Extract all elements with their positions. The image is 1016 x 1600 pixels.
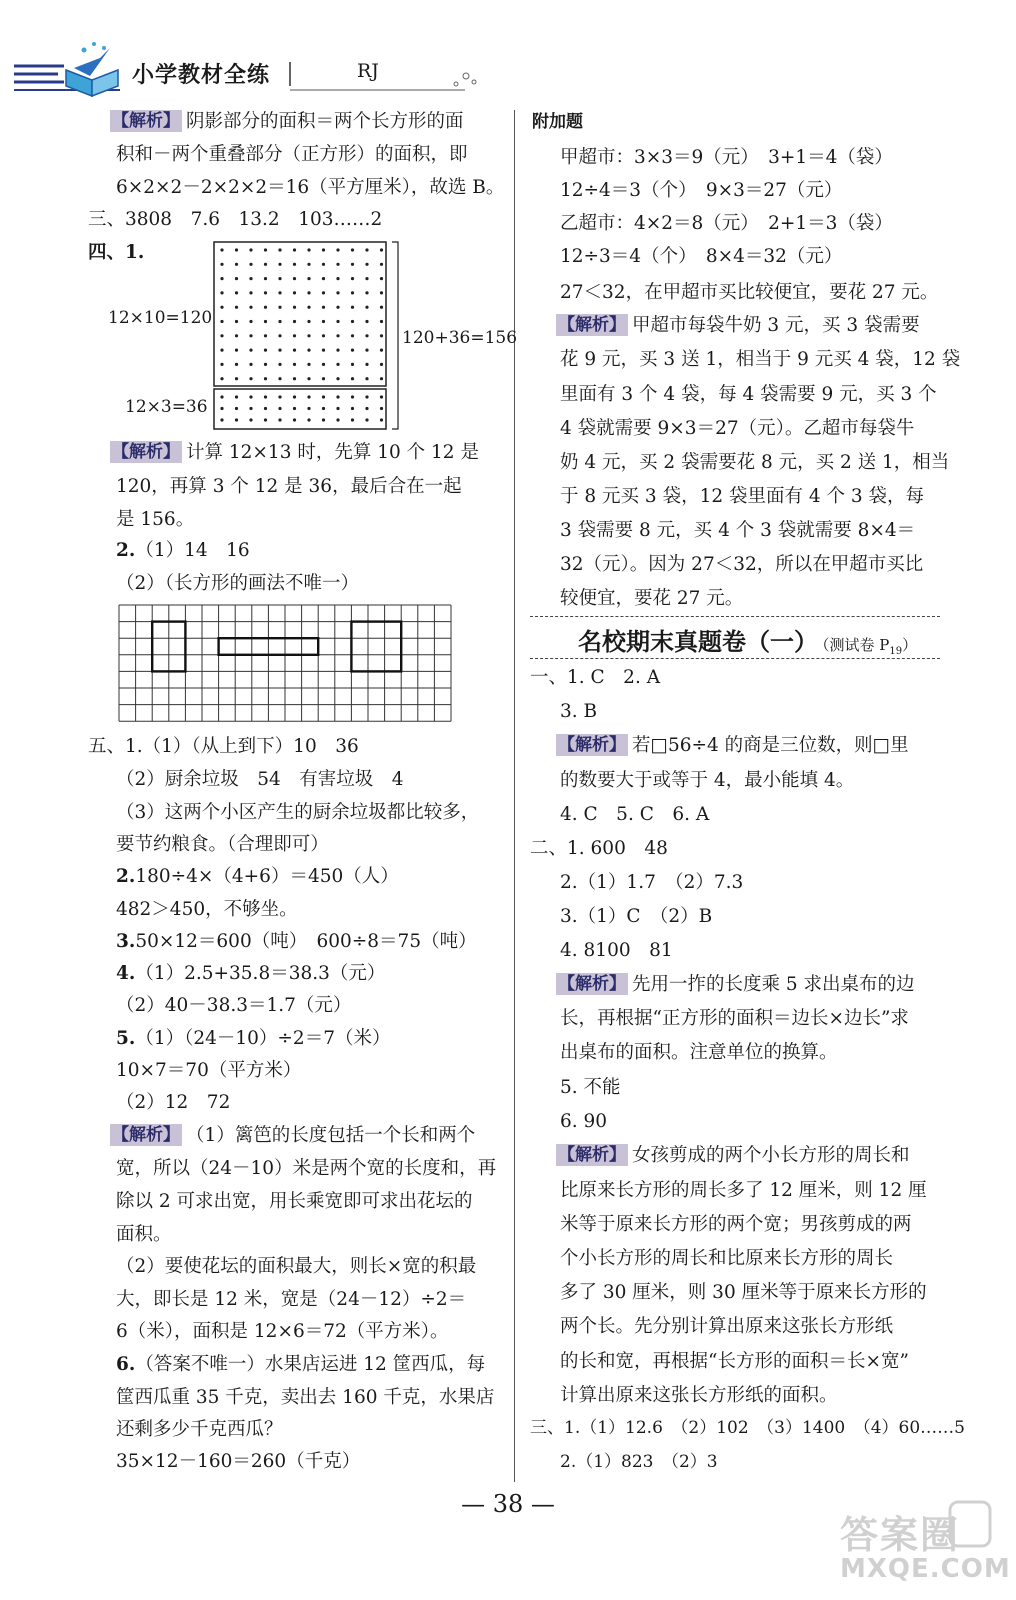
- answer-line: 五、1.（1）（从上到下）10 36: [88, 736, 359, 757]
- dot: [235, 349, 238, 352]
- figure-label-total: 120+36=156: [402, 328, 518, 348]
- dot: [293, 263, 296, 266]
- dot: [278, 418, 281, 421]
- dot: [235, 248, 238, 251]
- dot: [380, 277, 383, 280]
- dot: [264, 291, 267, 294]
- answer-line: 三、1.（1）12.6 （2）102 （3）1400 （4）60……5: [530, 1418, 965, 1438]
- dot-rect-large: [214, 242, 386, 386]
- watermark-logo: [800, 1500, 1011, 1595]
- dot: [293, 334, 296, 337]
- dot: [278, 349, 281, 352]
- text-line: 出桌布的面积。注意单位的换算。: [560, 1042, 838, 1063]
- text: 先用一拃的长度乘 5 求出桌布的边: [632, 974, 915, 995]
- src-end: ）: [902, 636, 918, 654]
- dot: [351, 334, 354, 337]
- text: 50×12＝600（吨） 600÷8＝75（吨）: [135, 931, 477, 952]
- text: 甲超市每袋牛奶 3 元，买 3 袋需要: [632, 315, 920, 336]
- dot: [264, 248, 267, 251]
- dot: [322, 263, 325, 266]
- dot: [278, 407, 281, 410]
- section-divider-top: [530, 616, 940, 617]
- page-header: [0, 0, 1016, 110]
- dot: [322, 277, 325, 280]
- text-line: 是 156。: [116, 509, 195, 530]
- dot: [365, 377, 368, 380]
- dot: [264, 263, 267, 266]
- dot: [380, 334, 383, 337]
- dot: [365, 291, 368, 294]
- dot: [351, 263, 354, 266]
- dot: [264, 407, 267, 410]
- answer-line: 一、1. C 2. A: [530, 667, 661, 688]
- dot: [220, 277, 223, 280]
- dot: [322, 407, 325, 410]
- figure-label-top: 12×10=120: [108, 308, 213, 328]
- text: （1）篱笆的长度包括一个长和两个: [186, 1125, 476, 1146]
- dot: [336, 334, 339, 337]
- dot: [351, 395, 354, 398]
- dot: [249, 349, 252, 352]
- answer-line: [116, 927, 477, 957]
- dot: [293, 363, 296, 366]
- dot: [380, 263, 383, 266]
- answer-line: [116, 1024, 390, 1054]
- text-line: 的数要大于或等于 4，最小能填 4。: [560, 770, 855, 791]
- dot: [278, 363, 281, 366]
- dot: [365, 334, 368, 337]
- answer-line: [116, 536, 250, 566]
- text-line: 3 袋需要 8 元，买 4 个 3 袋就需要 8×4＝: [560, 520, 916, 541]
- dot: [293, 306, 296, 309]
- dot: [380, 248, 383, 251]
- dot: [249, 418, 252, 421]
- dot: [380, 291, 383, 294]
- dot: [336, 418, 339, 421]
- dot: [220, 349, 223, 352]
- text-line: 计算出原来这张长方形纸的面积。: [560, 1385, 838, 1406]
- analysis-line: [110, 107, 464, 137]
- text-line: 长，再根据“正方形的面积＝边长×边长”求: [560, 1008, 909, 1029]
- dot: [235, 334, 238, 337]
- dot: [235, 320, 238, 323]
- dot: [235, 291, 238, 294]
- section-source: [822, 636, 918, 657]
- dot: [336, 248, 339, 251]
- header-decoration: [0, 0, 1016, 110]
- text-line: 于 8 元买 3 袋，12 袋里面有 4 个 3 袋，每: [560, 486, 925, 507]
- dot: [307, 407, 310, 410]
- text-line: （2）厨余垃圾 54 有害垃圾 4: [116, 769, 404, 790]
- dot: [264, 277, 267, 280]
- drawn-rectangle: [351, 622, 401, 672]
- dot: [278, 306, 281, 309]
- text-line: （3）这两个小区产生的厨余垃圾都比较多，: [116, 802, 480, 823]
- src: （测试卷 P: [822, 636, 890, 654]
- dot: [249, 277, 252, 280]
- dot: [307, 263, 310, 266]
- dot: [235, 418, 238, 421]
- text-line: （2）要使花坛的面积最大，则长×宽的积最: [116, 1256, 477, 1277]
- dot: [264, 349, 267, 352]
- text-line: 多了 30 厘米，则 30 厘米等于原来长方形的: [560, 1282, 927, 1303]
- text-line: 较便宜，要花 27 元。: [560, 588, 744, 609]
- bonus-heading: 附加题: [532, 112, 583, 132]
- dot: [365, 349, 368, 352]
- dot: [365, 263, 368, 266]
- answer-line: [116, 1350, 485, 1380]
- answer-line: 3. B: [560, 701, 598, 722]
- text: 女孩剪成的两个小长方形的周长和: [632, 1145, 910, 1166]
- text-line: 面积。: [116, 1224, 172, 1245]
- answer-line: 5. 不能: [560, 1077, 621, 1098]
- dot: [307, 248, 310, 251]
- dot: [380, 418, 383, 421]
- answer-line: [116, 862, 399, 892]
- dot: [249, 334, 252, 337]
- text-line: 甲超市：3×3＝9（元） 3+1＝4（袋）: [560, 147, 893, 168]
- text-line: 积和－两个重叠部分（正方形）的面积，即: [116, 144, 468, 165]
- dot: [322, 418, 325, 421]
- dot: [365, 320, 368, 323]
- dot: [235, 363, 238, 366]
- text-line: 要节约粮食。（合理即可）: [116, 834, 329, 855]
- edition-label: RJ: [357, 60, 379, 82]
- dot: [336, 377, 339, 380]
- dot: [380, 363, 383, 366]
- analysis-tag: 【 解析 】: [556, 973, 628, 995]
- dot: [264, 334, 267, 337]
- answer-line: [116, 959, 385, 989]
- dot: [235, 407, 238, 410]
- dot: [278, 377, 281, 380]
- dot: [351, 349, 354, 352]
- text: （1）（24－10）÷2＝7（米）: [135, 1028, 391, 1049]
- dot: [307, 306, 310, 309]
- dot: [365, 418, 368, 421]
- text-line: 奶 4 元，买 2 袋需要花 8 元，买 2 送 1，相当: [560, 452, 950, 473]
- text-line: （2）12 72: [116, 1092, 231, 1113]
- text: （答案不唯一）水果店运进 12 筐西瓜，每: [135, 1354, 486, 1375]
- text-line: 乙超市：4×2＝8（元） 2+1＝3（袋）: [560, 213, 893, 234]
- dot: [365, 363, 368, 366]
- dot: [249, 306, 252, 309]
- dot: [336, 395, 339, 398]
- text-line: 35×12－160＝260（千克）: [116, 1451, 361, 1472]
- dot: [293, 418, 296, 421]
- dot: [278, 248, 281, 251]
- dot-rect-small: [214, 389, 386, 429]
- dot: [336, 277, 339, 280]
- dot: [307, 320, 310, 323]
- text: 若□56÷4 的商是三位数，则□里: [632, 735, 909, 756]
- analysis-tag: 【 解析 】: [110, 110, 182, 132]
- text-line: 12÷3＝4（个） 8×4＝32（元）: [560, 246, 843, 267]
- text: 180÷4×（4+6）＝450（人）: [135, 866, 399, 887]
- dot: [307, 418, 310, 421]
- text-line: （2）40－38.3＝1.7（元）: [116, 995, 352, 1016]
- book-logo-icon: [60, 40, 130, 98]
- section-title-text: 名校期末真题卷（一）: [578, 628, 818, 656]
- num: 2.: [116, 540, 136, 561]
- text-line: 两个长。先分别计算出原来这张长方形纸: [560, 1316, 894, 1337]
- dot: [380, 320, 383, 323]
- page-number-text: 38: [492, 1490, 524, 1518]
- dot: [307, 377, 310, 380]
- text-line: 12÷4＝3（个） 9×3＝27（元）: [560, 180, 843, 201]
- dot: [336, 291, 339, 294]
- dot: [264, 363, 267, 366]
- dot: [380, 395, 383, 398]
- dot: [322, 349, 325, 352]
- text-line: 筐西瓜重 35 千克，卖出去 160 千克，水果店: [116, 1387, 495, 1408]
- dot: [322, 363, 325, 366]
- text-line: 120，再算 3 个 12 是 36，最后合在一起: [116, 476, 462, 497]
- watermark-text: 答案圈: [840, 1513, 961, 1557]
- dot: [322, 395, 325, 398]
- dot: [264, 377, 267, 380]
- text: 计算 12×13 时，先算 10 个 12 是: [186, 442, 479, 463]
- dot: [351, 407, 354, 410]
- dot: [235, 377, 238, 380]
- dot: [380, 377, 383, 380]
- analysis-tag: 【 解析 】: [556, 1144, 628, 1166]
- text-line: 宽，所以（24－10）米是两个宽的长度和，再: [116, 1158, 497, 1179]
- answer-line: 4. C 5. C 6. A: [560, 804, 710, 825]
- text-line: 6×2×2－2×2×2＝16（平方厘米），故选 B。: [116, 177, 505, 198]
- dot: [278, 334, 281, 337]
- dot: [249, 363, 252, 366]
- dot: [365, 277, 368, 280]
- dot: [351, 306, 354, 309]
- section-divider-bottom: [530, 658, 940, 659]
- dot: [380, 349, 383, 352]
- dot: [220, 320, 223, 323]
- dot: [235, 277, 238, 280]
- dot: [322, 291, 325, 294]
- analysis-line: [556, 731, 909, 761]
- dot: [336, 407, 339, 410]
- question-4-1: 四、1.: [88, 242, 145, 263]
- dot: [235, 306, 238, 309]
- dot: [293, 291, 296, 294]
- dot: [220, 377, 223, 380]
- answer-line: 2.（1）1.7 （2）7.3: [560, 872, 744, 893]
- dot: [322, 377, 325, 380]
- dot: [351, 320, 354, 323]
- text-line: 6（米），面积是 12×6＝72（平方米）。: [116, 1321, 449, 1342]
- analysis-tag: 【 解析 】: [110, 1124, 182, 1146]
- dot: [249, 291, 252, 294]
- watermark-url: MXQE.COM: [840, 1554, 1011, 1584]
- dot: [249, 395, 252, 398]
- text-line: 大，即长是 12 米，宽是（24－12）÷2＝: [116, 1289, 467, 1310]
- dot: [220, 363, 223, 366]
- dot: [220, 407, 223, 410]
- text-line: 27＜32，在甲超市买比较便宜，要花 27 元。: [560, 282, 939, 303]
- dot: [307, 334, 310, 337]
- dot: [278, 263, 281, 266]
- num: 6.: [116, 1354, 136, 1375]
- text-line: 32（元）。因为 27＜32，所以在甲超市买比: [560, 554, 924, 575]
- dot: [351, 291, 354, 294]
- text-line: 除以 2 可求出宽，用长乘宽即可求出花坛的: [116, 1191, 473, 1212]
- analysis-tag: 【 解析 】: [556, 314, 628, 336]
- dot: [235, 263, 238, 266]
- dot: [220, 263, 223, 266]
- dot: [220, 334, 223, 337]
- dot: [249, 320, 252, 323]
- text-line: 花 9 元，买 3 送 1，相当于 9 元买 4 袋，12 袋: [560, 349, 961, 370]
- dot: [264, 418, 267, 421]
- dot: [293, 248, 296, 251]
- dot: [278, 291, 281, 294]
- dot: [380, 407, 383, 410]
- dot: [351, 277, 354, 280]
- analysis-tag: 【 解析 】: [556, 734, 628, 756]
- dot: [235, 395, 238, 398]
- dot: [278, 395, 281, 398]
- answer-line: 4. 8100 81: [560, 940, 673, 961]
- dot: [264, 395, 267, 398]
- dot: [249, 248, 252, 251]
- dot: [278, 277, 281, 280]
- dot: [336, 306, 339, 309]
- dot: [293, 395, 296, 398]
- dot: [351, 248, 354, 251]
- analysis-line: [556, 970, 915, 1000]
- dot: [220, 418, 223, 421]
- text-line: 4 袋就需要 9×3＝27（元）。乙超市每袋牛: [560, 418, 915, 439]
- analysis-tag: 【 解析 】: [110, 441, 182, 463]
- dot: [365, 248, 368, 251]
- text-line: 里面有 3 个 4 袋，每 4 袋需要 9 元，买 3 个: [560, 384, 937, 405]
- dot: [351, 363, 354, 366]
- dot: [322, 334, 325, 337]
- dot: [220, 306, 223, 309]
- dot: [307, 291, 310, 294]
- text: 阴影部分的面积＝两个长方形的面: [186, 111, 464, 132]
- analysis-line: [110, 438, 479, 468]
- dot: [351, 377, 354, 380]
- dot: [336, 263, 339, 266]
- dot: [365, 306, 368, 309]
- dot: [307, 349, 310, 352]
- dot: [293, 277, 296, 280]
- text-line: 10×7＝70（平方米）: [116, 1060, 302, 1081]
- dot: [307, 395, 310, 398]
- dot: [220, 395, 223, 398]
- brace: [392, 242, 398, 429]
- dot: [293, 320, 296, 323]
- text-line: 个小长方形的周长和比原来长方形的周长: [560, 1248, 894, 1269]
- text-line: 比原来长方形的周长多了 12 厘米，则 12 厘: [560, 1180, 927, 1201]
- dot: [249, 263, 252, 266]
- analysis-line: [556, 311, 920, 341]
- dot: [322, 306, 325, 309]
- dot: [249, 377, 252, 380]
- dot: [365, 407, 368, 410]
- text: （1）2.5+35.8＝38.3（元）: [135, 963, 386, 984]
- dot: [380, 306, 383, 309]
- num: 4.: [116, 963, 136, 984]
- dot: [336, 363, 339, 366]
- num: 3.: [116, 931, 136, 952]
- num: 5.: [116, 1028, 136, 1049]
- dot: [293, 349, 296, 352]
- rectangle-grid-figure: [118, 604, 454, 724]
- num: 2.: [116, 866, 136, 887]
- analysis-line: [556, 1141, 910, 1171]
- dot: [307, 363, 310, 366]
- answer-line: 3.（1）C （2）B: [560, 906, 713, 927]
- dot: [264, 320, 267, 323]
- dot: [365, 395, 368, 398]
- page-number: — 38 —: [461, 1490, 555, 1518]
- dot: [351, 418, 354, 421]
- text-line: 的长和宽，再根据“长方形的面积＝长×宽”: [560, 1351, 909, 1372]
- dot: [220, 291, 223, 294]
- dot: [293, 377, 296, 380]
- book-title: 小学教材全练: [132, 63, 271, 88]
- answer-line: 二、1. 600 48: [530, 838, 668, 859]
- dot: [249, 407, 252, 410]
- dot: [264, 306, 267, 309]
- text-line: 482＞450，不够坐。: [116, 899, 298, 920]
- text-line: 米等于原来长方形的两个宽；男孩剪成的两: [560, 1214, 912, 1235]
- dot: [307, 277, 310, 280]
- column-divider: [514, 110, 515, 1482]
- answer-line: 6. 90: [560, 1111, 608, 1132]
- text: （1）14 16: [135, 540, 250, 561]
- text-line: （2）（长方形的画法不唯一）: [116, 573, 360, 594]
- text-line: 还剩多少千克西瓜？: [116, 1419, 283, 1440]
- dot: [220, 248, 223, 251]
- dot: [322, 320, 325, 323]
- figure-label-bottom: 12×3=36: [125, 397, 208, 417]
- src-sub: 19: [889, 646, 903, 657]
- dot: [293, 407, 296, 410]
- section-title: [578, 622, 917, 657]
- answer-line-3: 三、3808 7.6 13.2 103……2: [88, 209, 383, 230]
- analysis-line: [110, 1121, 475, 1151]
- dot: [278, 320, 281, 323]
- dot: [322, 248, 325, 251]
- dot: [336, 320, 339, 323]
- answer-line: 2.（1）823 （2）3: [560, 1452, 718, 1472]
- dot: [336, 349, 339, 352]
